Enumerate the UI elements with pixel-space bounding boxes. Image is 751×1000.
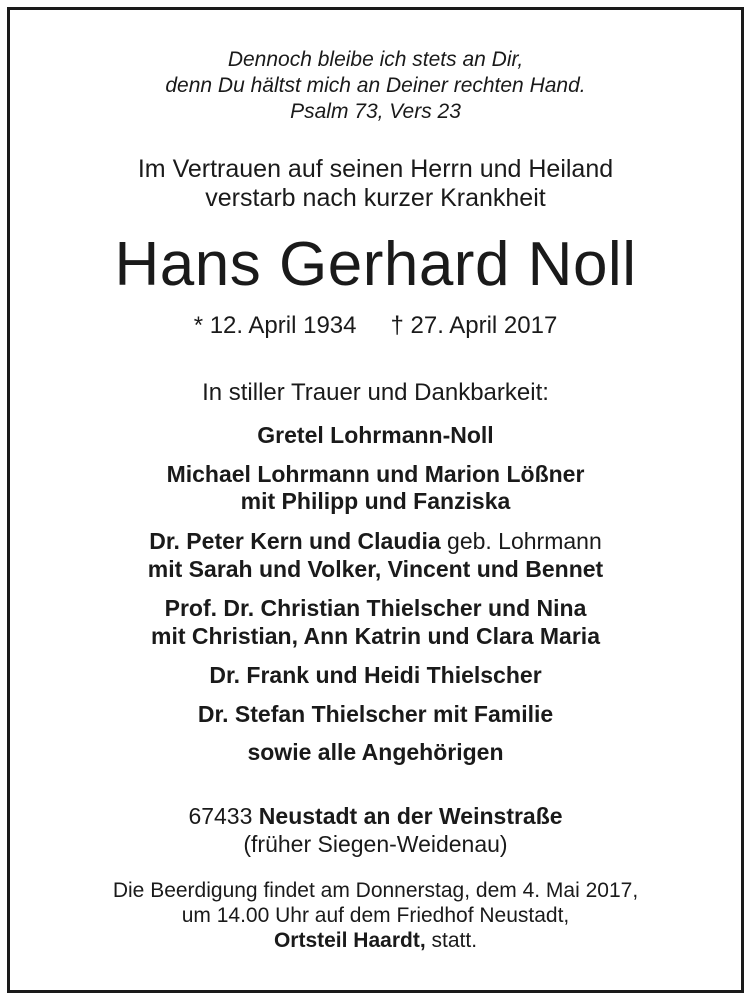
- family-member-4a: Prof. Dr. Christian Thielscher und Nina: [164, 595, 587, 621]
- verse-line-1: Dennoch bleibe ich stets an Dir,: [227, 48, 524, 71]
- verse-line-2: denn Du hältst mich an Deiner rechten Hand.: [165, 74, 586, 97]
- family-member-2a: Michael Lohrmann und Marion Lößner: [166, 461, 585, 487]
- verse-reference: Psalm 73, Vers 23: [290, 100, 461, 123]
- mourning-line: In stiller Trauer und Dankbarkeit:: [202, 379, 549, 406]
- family-member-2b: mit Philipp und Fanziska: [240, 488, 511, 514]
- funeral-suffix: statt.: [431, 929, 478, 952]
- funeral-line-2: um 14.00 Uhr auf dem Friedhof Neustadt,: [181, 904, 570, 927]
- family-member-3a-nee: geb. Lohrmann: [447, 528, 602, 554]
- family-member-4b: mit Christian, Ann Katrin und Clara Maria: [151, 623, 600, 649]
- family-member-3a: [0, 527, 751, 555]
- family-member-1: Gretel Lohrmann-Noll: [257, 422, 494, 448]
- funeral-line-3: [0, 928, 751, 953]
- city-name: Neustadt an der Weinstraße: [258, 803, 563, 829]
- address-line: [0, 803, 751, 830]
- funeral-district: Ortsteil Haardt,: [273, 929, 426, 952]
- family-member-6: Dr. Stefan Thielscher mit Familie: [197, 701, 554, 727]
- former-residence: (früher Siegen-Weidenau): [243, 831, 508, 857]
- birth-date: * 12. April 1934: [193, 312, 357, 339]
- family-member-3b: mit Sarah und Volker, Vincent und Bennet: [147, 556, 604, 582]
- funeral-line-1: Die Beerdigung findet am Donnerstag, dem 4. Mai 2017,: [112, 879, 639, 902]
- postal-code: 67433: [188, 803, 253, 829]
- intro-line-1: Im Vertrauen auf seinen Herrn und Heiland: [137, 155, 614, 183]
- life-dates: [0, 312, 751, 340]
- death-date: † 27. April 2017: [390, 312, 558, 339]
- family-member-5: Dr. Frank und Heidi Thielscher: [209, 662, 542, 688]
- deceased-name: Hans Gerhard Noll: [114, 230, 637, 299]
- family-member-3a-names: Dr. Peter Kern und Claudia: [149, 528, 441, 554]
- family-member-7: sowie alle Angehörigen: [247, 739, 504, 765]
- intro-line-2: verstarb nach kurzer Krankheit: [205, 184, 546, 212]
